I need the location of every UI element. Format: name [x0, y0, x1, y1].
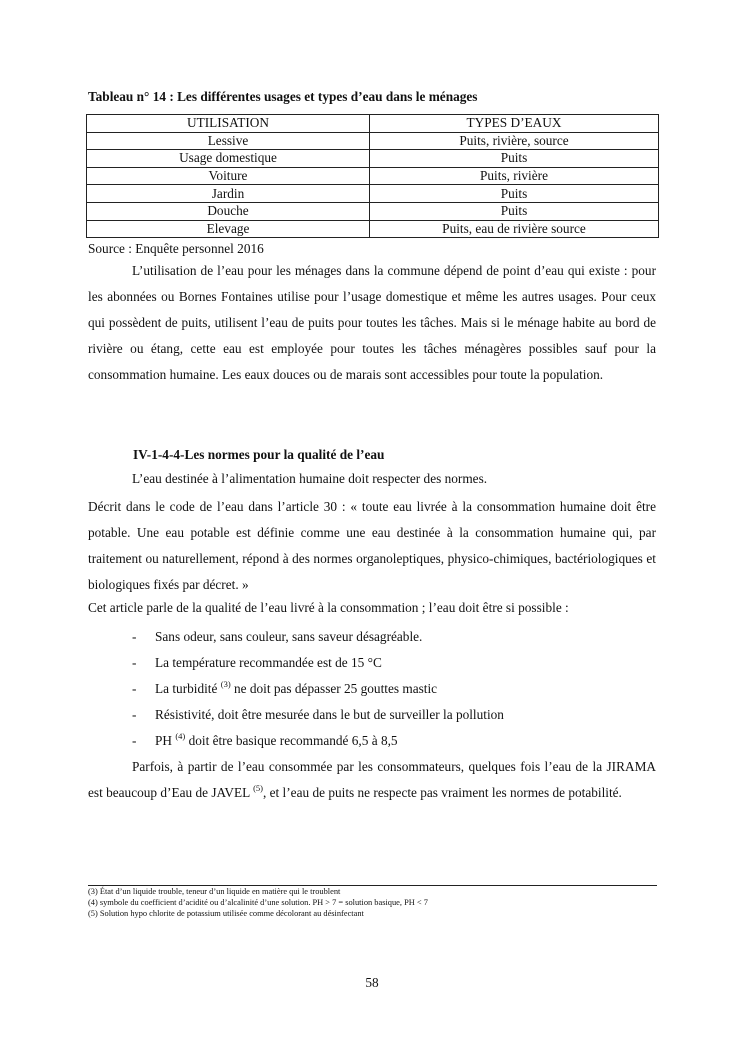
paragraph-jirama — [88, 754, 656, 806]
list-item — [132, 624, 656, 650]
list-dash: - — [132, 655, 137, 670]
footnote-ref: (3) — [220, 679, 231, 689]
norm-text: Sans odeur, sans couleur, sans saveur désagréable. — [155, 629, 423, 644]
table-cell: Usage domestique — [87, 150, 370, 168]
table-row — [87, 220, 659, 238]
norms-list — [132, 624, 656, 754]
list-dash: - — [132, 629, 137, 644]
table-cell: Puits, eau de rivière source — [370, 220, 659, 238]
table-row — [87, 150, 659, 168]
table-row — [87, 167, 659, 185]
footnote-5: (5) Solution hypo chlorite de potassium utilisée comme décolorant au désinfectant — [88, 909, 364, 919]
table-cell: Jardin — [87, 185, 370, 203]
footnote-3: (3) État d’un liquide trouble, teneur d’un liquide en matière qui le troublent — [88, 887, 341, 896]
table-header-row — [87, 115, 659, 133]
footnotes — [88, 886, 657, 920]
footnote-ref: (5) — [253, 783, 263, 793]
table-row — [87, 202, 659, 220]
norm-text: doit être basique recommandé 6,5 à 8,5 — [185, 733, 398, 748]
list-item — [132, 728, 656, 754]
footnote-ref: (4) — [175, 731, 186, 741]
table-row — [87, 132, 659, 150]
table-source: Source : Enquête personnel 2016 — [88, 241, 264, 256]
table-cell: Lessive — [87, 132, 370, 150]
list-dash: - — [132, 733, 137, 748]
list-dash: - — [132, 681, 137, 696]
table-cell: Puits — [370, 202, 659, 220]
water-usage-table — [86, 114, 659, 238]
paragraph-article-quality: Cet article parle de la qualité de l’eau livré à la consommation ; l’eau doit être si possible : — [88, 600, 569, 615]
paragraph-text: , et l’eau de puits ne respecte pas vraiment les normes de potabilité. — [262, 785, 622, 800]
table-cell: Puits, rivière — [370, 167, 659, 185]
table-cell: Puits — [370, 150, 659, 168]
norm-text: La turbidité — [155, 681, 221, 696]
paragraph-usage: L’utilisation de l’eau pour les ménages dans la commune dépend de point d’eau qui existe : pour les abonnées ou Bornes Fontaines utilise pour l’usage domestique et même les autres usages. Pour ceux qui possèdent de puits, utilisent l’eau de puits pour toutes les tâches. Mais si le ménage habite au bord de rivière ou étang, cette eau est employée pour toutes les tâches ménagères possibles sauf pour la consommation humaine. Les eaux douces ou de marais sont accessibles pour toute la population. — [88, 263, 656, 382]
list-dash: - — [132, 707, 137, 722]
table-caption: Tableau n° 14 : Les différentes usages et types d’eau dans le ménages — [88, 89, 478, 104]
norm-text: PH — [155, 733, 176, 748]
table-cell: Douche — [87, 202, 370, 220]
norm-text: Résistivité, doit être mesurée dans le but de surveiller la pollution — [155, 707, 504, 722]
paragraph-intro-norms: L’eau destinée à l’alimentation humaine doit respecter des normes. — [132, 471, 488, 486]
table-cell: Voiture — [87, 167, 370, 185]
page-number: 58 — [365, 975, 379, 990]
list-item — [132, 676, 656, 702]
norm-text: La température recommandée est de 15 °C — [155, 655, 382, 670]
section-heading: IV-1-4-4-Les normes pour la qualité de l’eau — [133, 447, 385, 462]
paragraph-text: Parfois, à partir de l’eau consommée par les consommateurs, quelques fois l’eau de la JIRAMA est beaucoup d’Eau de JAVEL — [88, 759, 656, 800]
norm-text: ne doit pas dépasser 25 gouttes mastic — [230, 681, 438, 696]
list-item — [132, 650, 656, 676]
table-cell: Puits — [370, 185, 659, 203]
table-cell: Puits, rivière, source — [370, 132, 659, 150]
paragraph-article-30: Décrit dans le code de l’eau dans l’article 30 : « toute eau livrée à la consommation humaine doit être potable. Une eau potable est définie comme une eau destinée à la consommation humaine qui, par traitement ou naturellement, répond à des normes organoleptiques, physico-chimiques, bactériologiques et biologiques fixés par décret. » — [88, 499, 656, 592]
table-row — [87, 185, 659, 203]
table-cell: Elevage — [87, 220, 370, 238]
footnote-4: (4) symbole du coefficient d’acidité ou d’alcalinité d’une solution. PH > 7 = solution basique, PH < 7 — [88, 898, 428, 908]
column-header-types-eaux: TYPES D’EAUX — [370, 115, 659, 133]
column-header-utilisation: UTILISATION — [87, 115, 370, 133]
list-item — [132, 702, 656, 728]
